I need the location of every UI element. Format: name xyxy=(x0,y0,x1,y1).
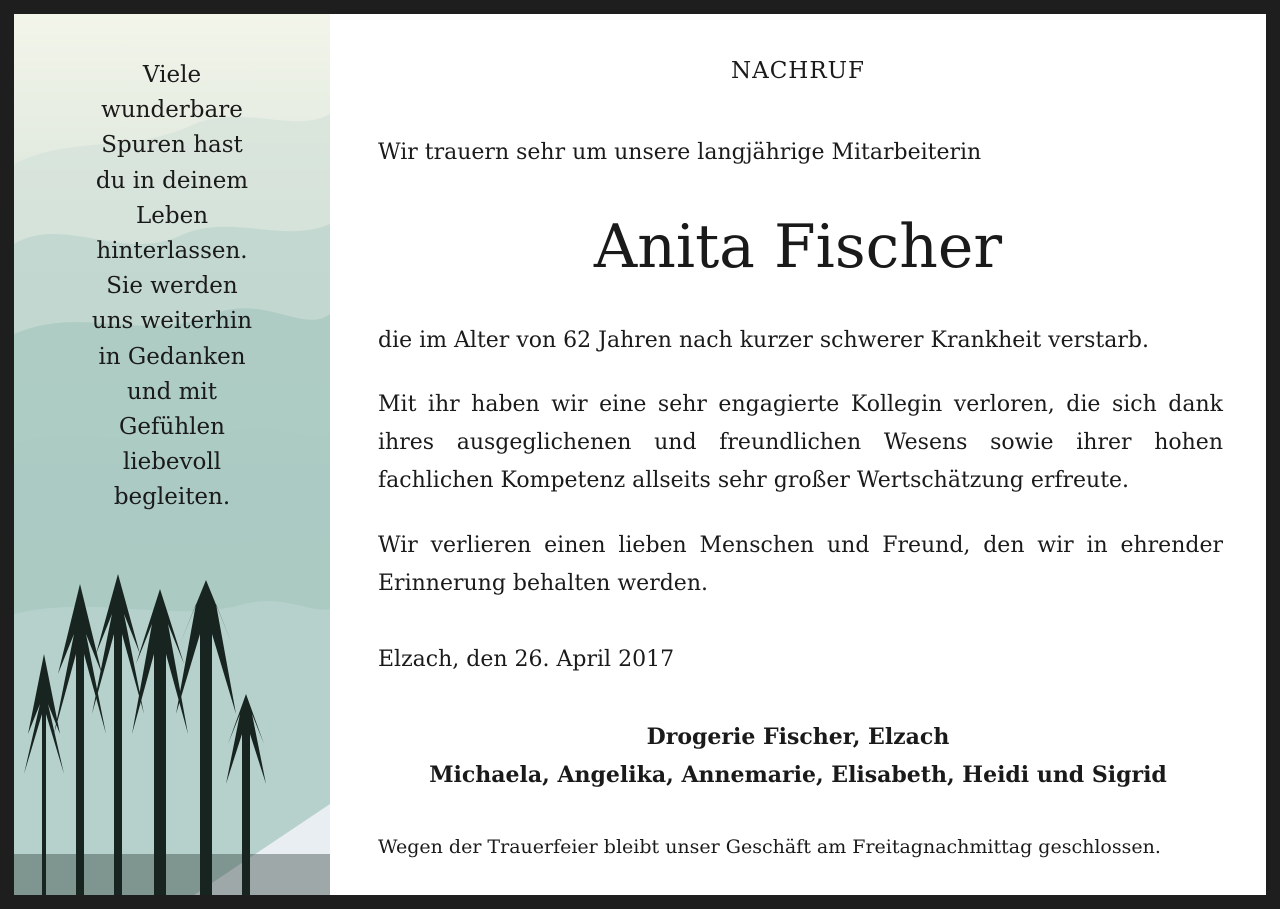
notice-intro: Wir trauern sehr um unsere langjährige Mitarbeiterin xyxy=(378,140,982,165)
poem-line: du in deinem xyxy=(95,167,249,194)
poem-line: wunderbare xyxy=(101,97,243,124)
poem-line: hinterlassen. xyxy=(96,238,248,265)
notice-heading: NACHRUF xyxy=(730,58,866,84)
notice-content xyxy=(330,14,1266,895)
obituary-notice xyxy=(14,14,1266,895)
poem-line: liebevoll xyxy=(122,449,222,476)
poem-line: in Gedanken xyxy=(98,343,246,370)
poem-line: und mit xyxy=(126,378,218,405)
poem xyxy=(14,58,330,516)
closing-notice: Wegen der Trauerfeier bleibt unser Geschäft am Freitagnachmittag geschlossen. xyxy=(378,836,1161,858)
landscape-panel xyxy=(14,14,330,895)
poem-line: begleiten. xyxy=(113,484,231,511)
notice-paragraph-tribute: Mit ihr haben wir eine sehr engagierte Kollegin verloren, die sich dank ihres ausgeglichenen und freundlichen Wesens sowie ihrer hohen fachlichen Kompetenz allseits sehr großer Wertschätzung erfreute. xyxy=(378,392,1223,493)
notice-paragraph-remembrance: Wir verlieren einen lieben Menschen und Freund, den wir in ehrender Erinnerung behalten werden. xyxy=(378,533,1223,596)
notice-paragraph-age: die im Alter von 62 Jahren nach kurzer schwerer Krankheit verstarb. xyxy=(378,328,1149,353)
poem-line: Sie werden xyxy=(106,273,238,300)
poem-line: uns weiterhin xyxy=(91,308,253,335)
place-and-date: Elzach, den 26. April 2017 xyxy=(378,647,675,672)
signature-company: Drogerie Fischer, Elzach xyxy=(646,724,950,750)
poem-line: Leben xyxy=(135,202,209,229)
signature-colleagues: Michaela, Angelika, Annemarie, Elisabeth, Heidi und Sigrid xyxy=(429,762,1167,788)
poem-line: Gefühlen xyxy=(119,414,225,441)
poem-line: Spuren hast xyxy=(101,132,243,159)
poem-line: Viele xyxy=(142,62,202,88)
signature-block xyxy=(330,718,1266,794)
deceased-name: Anita Fischer xyxy=(593,212,1003,282)
